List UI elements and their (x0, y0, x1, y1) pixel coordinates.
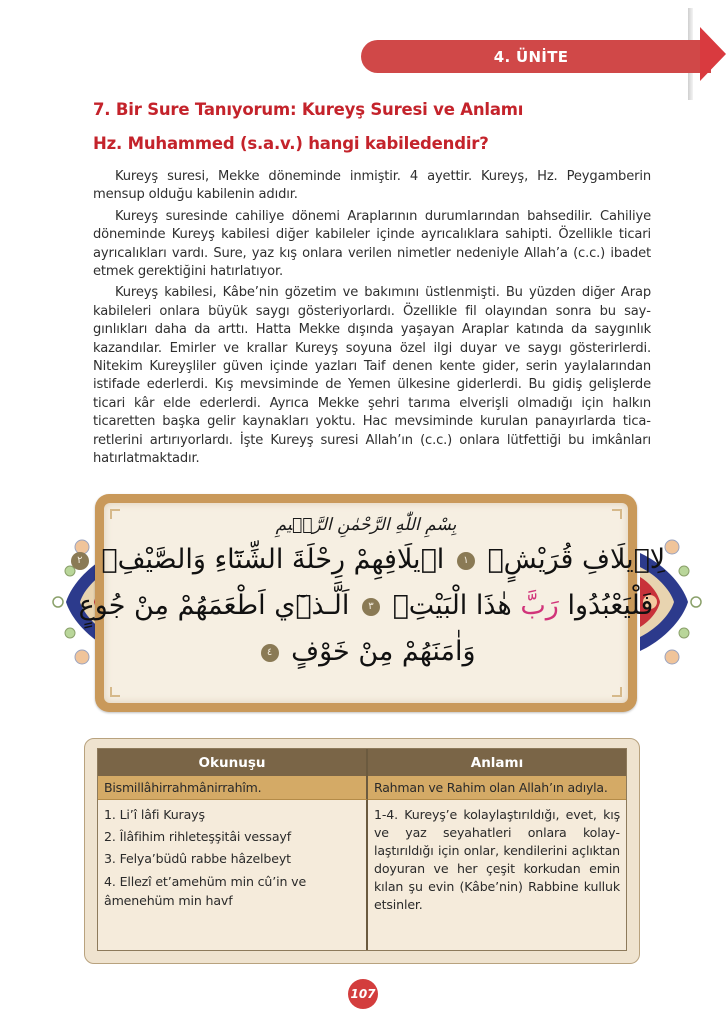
column-header-meaning: Anlamı (368, 749, 626, 776)
basmala-reading-cell: Bismillâhirrahmânirrahîm. (98, 776, 368, 800)
column-header-reading: Okunuşu (98, 749, 368, 776)
corner-ornament-icon (612, 509, 622, 519)
basmala-meaning-cell: Rahman ve Rahim olan Allah’ın adıyla. (368, 776, 626, 800)
reading-line: 4. Ellezî et’amehüm min cû’in ve âmenehüm min havf (104, 874, 307, 908)
reading-meaning-table (97, 748, 627, 951)
unit-banner (361, 40, 711, 73)
section-question: Hz. Muhammed (s.a.v.) hangi kabiledendir? (93, 134, 489, 153)
ayah-text: اَلَّـذ۪ٓي اَطْعَمَهُمْ مِنْ جُوعٍ (78, 590, 350, 621)
reading-line: 2. Îlâfihim rihleteşşitâi vessayf (104, 829, 291, 844)
section-title: 7. Bir Sure Tanıyorum: Kureyş Suresi ve Anlamı (93, 100, 524, 119)
page-number: 107 (348, 979, 378, 1009)
ayah-text: لِا۪يلَافِ قُرَيْشٍۙ (487, 544, 666, 575)
reading-meaning-table-frame (84, 738, 640, 964)
ayah-text: ا۪يلَافِهِمْ رِحْلَةَ الشِّتَٓاءِ وَالصَّيْفِۚ (101, 544, 445, 575)
ayah-line-1 (67, 537, 665, 583)
ayah-number-icon: ٣ (362, 598, 380, 616)
ayah-text-highlight: رَبَّ (520, 590, 559, 621)
ayah-number-icon: ٢ (71, 552, 89, 570)
reading-line: 1. Li’î lâfi Kurayş (104, 807, 205, 822)
quran-frame (77, 494, 666, 712)
ayah-text: هٰذَا الْبَيْتِۙ (392, 590, 512, 621)
basmala: بِسْمِ اللّٰهِ الرَّحْمٰنِ الرَّح۪يمِ (275, 515, 457, 535)
unit-label: 4. ÜNİTE (493, 47, 569, 66)
reading-line: 3. Felya’büdû rabbe hâzelbeyt (104, 851, 291, 866)
ayah-number-icon: ١ (457, 552, 475, 570)
corner-ornament-icon (110, 687, 120, 697)
unit-arrow-icon (700, 27, 726, 81)
ayah-number-icon: ٤ (261, 644, 279, 662)
ayah-line-3 (257, 629, 476, 675)
ayah-text: وَاٰمَنَهُمْ مِنْ خَوْفٍ (291, 636, 476, 667)
ayah-line-2 (79, 583, 654, 629)
meaning-cell (368, 800, 626, 950)
body-text (93, 168, 651, 472)
corner-ornament-icon (110, 509, 120, 519)
quran-text-panel (77, 503, 666, 703)
paragraph: Kureyş suresi, Mekke döneminde inmiştir. 4 ayettir. Kureyş, Hz. Peygamberin mensup olduğu kabilenin adıdır. (93, 169, 651, 203)
ayah-text: فَلْيَعْبُدُوا (567, 590, 654, 621)
paragraph: Kureyş suresinde cahiliye dönemi Araplarının durumlarından bahsedilir. Cahiliye döneminde Kureyş kabilesi diğer kabileler içinde ayrıcalıklara sahipti. Özellikle ticari ayrıcalıkları vardı. Sure, yaz kış onlara verilen nimetler nedeniyle Allah’a (c.c.) ibadet etmek gerektiğini hatırlatıyor. (93, 208, 651, 280)
meaning-text: 1-4. Kureyş’e kolaylaştırıldığı, evet, kış ve yaz seyahatleri onlara kolaylaştırıldığı için onlar, kendilerini açlıktan doyuran ve her çeşit korkudan emin kılan şu evin (Kâbe’nin) Rabbine kulluk etsinler. (374, 807, 620, 912)
corner-ornament-icon (612, 687, 622, 697)
paragraph: Kureyş kabilesi, Kâbe’nin gözetim ve bakımını üstlenmişti. Bu yüzden diğer Arap kabileleri onlara büyük saygı gösteriyorlardı. Özellikle fil olayından sonra bu saygınlıkları daha da arttı. Hatta Mekke dışında yaşayan Araplar katında da saygınlık kazandılar. Emirler ve krallar Kureyş soyuna özel ilgi duyar ve saygı gösterirlerdi. Nitekim Kureyşliler güven içinde yazları Taif denen kente gider, serin yaylalarından istifade ederlerdi. Kış mevsiminde de Yemen ülkesine giderlerdi. Bu gidiş gelişlerde ticari kâr elde ederlerdi. Ayrıca Mekke şehri tarıma elverişli olmadığı için halkın ticaretten başka gelir kaynakları yoktu. Hac mevsiminde kurulan panayırlarda ticaretlerini artırıyorlardı. İşte Kureyş suresi Allah’ın (c.c.) onlara lütfettiği bu imkânları hatırlatmaktadır. (93, 285, 651, 467)
readings-cell (98, 800, 368, 950)
